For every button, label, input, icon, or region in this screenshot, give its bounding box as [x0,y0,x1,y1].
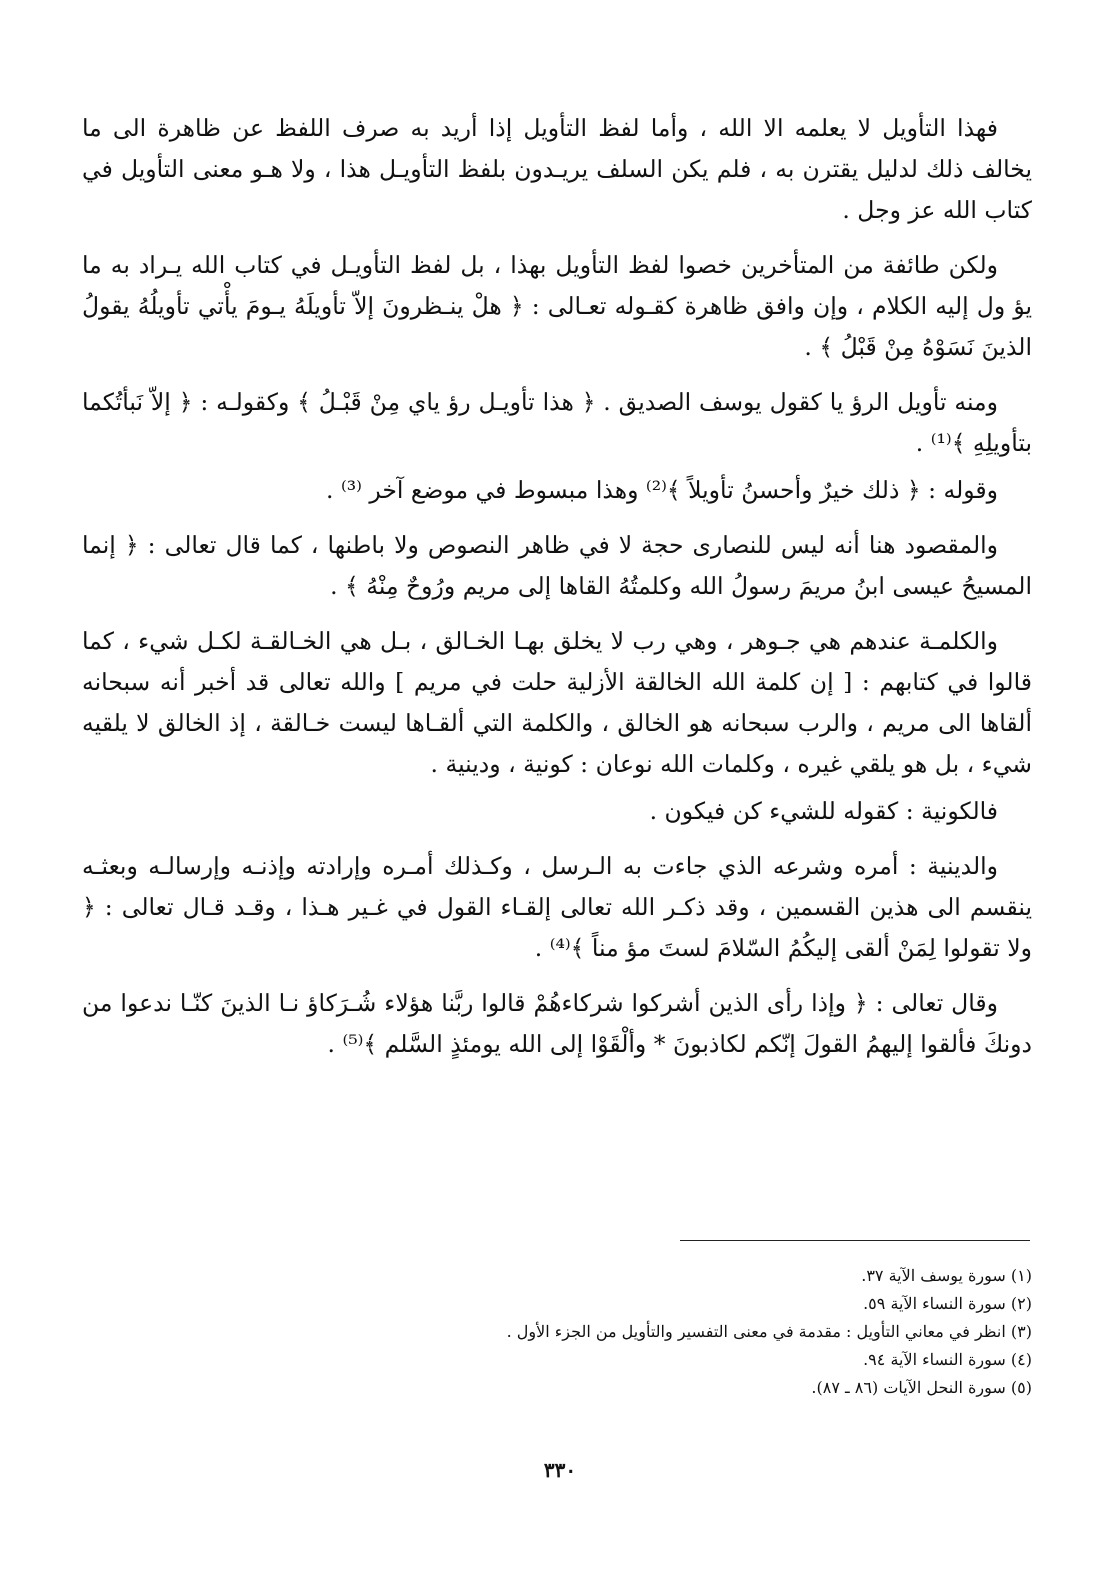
paragraph-2: ولكن طائفة من المتأخرين خصوا لفظ التأويل بهذا ، بل لفظ التأويـل في كتاب الله يـراد به ما يؤ ول إليه الكلام ، وإن وافق ظاهرة كقـوله تعـالى : ﴿ هلْ ينـظرونَ إلاّ تأويلَهُ يـومَ يأْتي تأويلُهُ يقولُ الذينَ نَسَوْهُ مِنْ قَبْلُ ﴾ . [82,251,1032,361]
paragraph-6: والكلمـة عندهم هي جـوهر ، وهي رب لا يخلق بهـا الخـالق ، بـل هي الخـالقـة لكـل شيء ، كما قالوا في كتابهم : [ إن كلمة الله الخالقة الأزلية حلت في مريم ] والله تعالى قد أخبر أنه سبحانه ألقاها الى مريم ، والرب سبحانه هو الخالق ، والكلمة التي ألقـاها ليست خـالقة ، إذ الخالق لا يلقيه شيء ، بل هو يلقي غيره ، وكلمات الله نوعان : كونية ، ودينية . [82,627,1032,778]
paragraph-5: والمقصود هنا أنه ليس للنصارى حجة لا في ظاهر النصوص ولا باطنها ، كما قال تعالى : ﴿ إنما المسيحُ عيسى ابنُ مريمَ رسولُ الله وكلمتُهُ القاها إلى مريم ورُوحٌ مِنْهُ ﴾ . [82,531,1032,600]
paragraph-7: فالكونية : كقوله للشيء كن فيكون . [649,797,998,825]
paragraph-8: والدينية : أمره وشرعه الذي جاءت به الـرسل ، وكـذلك أمـره وإرادته وإذنـه وإرسالـه وبعثـه ينقسم الى هذين القسمين ، وقد ذكـر الله تعالى إلقـاء القول في غـير هـذا ، وقـد قـال تعالى : ﴿ ولا تقولوا لِمَنْ ألقى إليكُمُ السّلامَ لستَ مؤ مناً ﴾⁽⁴⁾ . [82,852,1032,962]
footnote-5: (٥) سورة النحل الآيات (٨٦ ـ ٨٧). [811,1378,1032,1397]
page-number: ٣٣٠ [543,1458,577,1482]
paragraph-3: ومنه تأويل الرؤ يا كقول يوسف الصديق . ﴿ هذا تأويـل رؤ ياي مِنْ قَبْـلُ ﴾ وكقولـه : ﴿ إلاّ نَبأتُكما بتأويلِهِ ﴾⁽¹⁾ . [82,388,1032,457]
paragraph-9: وقال تعالى : ﴿ وإذا رأى الذين أشركوا شركاءهُمْ قالوا ربَّنا هؤلاء شُـرَكاؤ نـا الذينَ كنّـا ندعوا من دونكَ فألقوا إليهمُ القولَ إنّكم لكاذبونَ * وألْقَوْا إلى الله يومئذٍ السَّلم ﴾⁽⁵⁾ . [82,989,1032,1058]
footnote-3: (٣) انظر في معاني التأويل : مقدمة في معنى التفسير والتأويل من الجزء الأول . [506,1322,1032,1341]
footnotes [300,1262,1032,1402]
footnote-4: (٤) سورة النساء الآية ٩٤. [863,1350,1032,1369]
paragraph-4: وقوله : ﴿ ذلك خيرٌ وأحسنُ تأويلاً ﴾⁽²⁾ وهذا مبسوط في موضع آخر ⁽³⁾ . [326,476,998,504]
footnote-1: (١) سورة يوسف الآية ٣٧. [861,1266,1032,1285]
main-text [82,108,1032,1079]
footnote-divider [680,1240,1030,1241]
footnote-2: (٢) سورة النساء الآية ٥٩. [863,1294,1032,1313]
paragraph-1: فهذا التأويل لا يعلمه الا الله ، وأما لفظ التأويل إذا أريد به صرف اللفظ عن ظاهرة الى ما يخالف ذلك لدليل يقترن به ، فلم يكن السلف يريـدون بلفظ التأويـل هذا ، ولا هـو معنى التأويل في كتاب الله عز وجل . [82,114,1032,224]
